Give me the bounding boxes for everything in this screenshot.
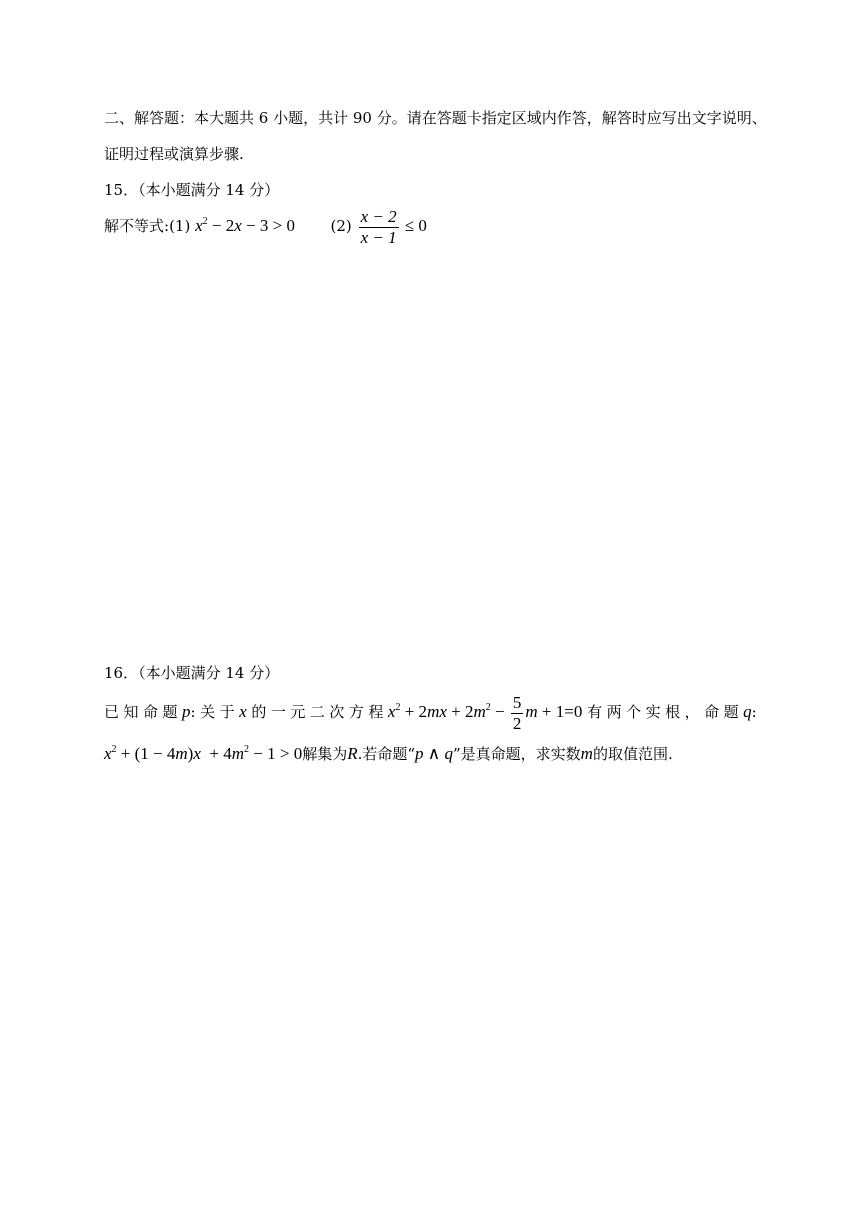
q15-fraction-denominator: x − 1 bbox=[360, 227, 397, 247]
section-heading-line1: 二、解答题：本大题共 6 小题，共计 90 分。请在答题卡指定区域内作答，解答时应写出文字说明、 bbox=[104, 109, 767, 127]
inequality-expression: $x^2 + (1 - 4m)x + 4m^2 - 1 > 0$ bbox=[104, 744, 303, 763]
q15-part2-label: (2) bbox=[330, 217, 352, 235]
q15-header: 15．（本小题满分 14 分） bbox=[104, 181, 280, 199]
q15-part2-expression: $\frac{x - 2}{x - 1}$ ≤ 0 bbox=[360, 206, 427, 247]
q15-fraction bbox=[359, 207, 399, 248]
q15-fraction-numerator: x − 2 bbox=[360, 206, 397, 226]
q15-part1-expression: $x^2 - 2x - 3 > 0$ bbox=[195, 216, 295, 235]
five-halves-fraction: $\frac{5}{2}$ bbox=[512, 692, 522, 733]
q16-header: 16．（本小题满分 14 分） bbox=[104, 664, 280, 682]
q15-part1-label: (1) bbox=[169, 217, 191, 235]
proposition-p: p bbox=[182, 702, 191, 721]
q16-line1: 已知命题p:关于x 的一元二次方程$x^2 + 2mx + 2m^2$ − $\frac{5}{2}$ m + 1=0 有两个实根，命题q: bbox=[104, 692, 757, 733]
q15-prefix: 解不等式: bbox=[104, 217, 170, 235]
q15-problem bbox=[104, 206, 427, 248]
proposition-q: q bbox=[743, 702, 752, 721]
section-heading-line2: 证明过程或演算步骤. bbox=[104, 145, 244, 163]
q16-line2: $x^2 + (1 - 4m)x + 4m^2 - 1 > 0$解集为R.若命题“p ∧ q”是真命题，求实数m的取值范围. bbox=[104, 744, 673, 763]
quadratic-equation: $x^2 + 2mx + 2m^2$ − $\frac{5}{2}$ m + 1=0 bbox=[387, 692, 583, 733]
